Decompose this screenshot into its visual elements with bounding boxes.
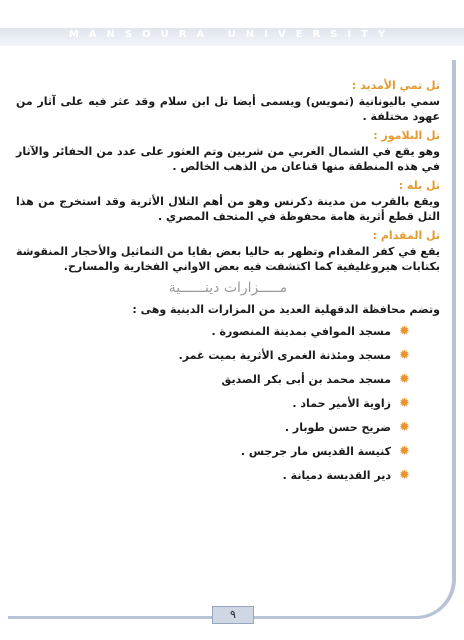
section-text: وهو يقع في الشمال الغربي من شربين وتم العثور على عدد من الحفائر والآثار في هذه المنطقة منها قناعان من الذهب الخالص . <box>16 145 440 173</box>
section-heading: تل تمي الأمديد : <box>351 79 440 92</box>
religious-sites-list <box>16 320 440 488</box>
flower-bullet-icon <box>401 352 410 361</box>
flower-bullet-icon <box>401 328 410 337</box>
flower-bullet-icon <box>401 472 410 481</box>
religious-intro: وتضم محافظة الدقهلية العديد من المزارات الدينية وهى : <box>132 303 440 316</box>
header-title: MANSOURA UNIVERSITY <box>68 29 396 40</box>
list-item <box>16 368 410 392</box>
section-balla <box>16 178 440 224</box>
flower-bullet-icon <box>401 424 410 433</box>
flower-bullet-icon <box>401 376 410 385</box>
list-item <box>16 392 410 416</box>
list-item-text: زاوية الأمير حماد . <box>292 397 391 410</box>
list-item-text: كنيسة القديس مار جرجس . <box>240 445 391 458</box>
section-balamoun <box>16 128 440 174</box>
list-item-text: ضريح حسن طوبار . <box>284 421 391 434</box>
page-number: ٩ <box>212 606 254 624</box>
section-tamai <box>16 78 440 124</box>
section-text: سمي باليونانية (تمويس) ويسمى أيضا تل ابن سلام وقد عثر فيه على آثار من عهود مختلفة . <box>16 95 440 123</box>
section-heading: تل بله : <box>398 179 440 192</box>
section-moqdam <box>16 228 440 274</box>
section-heading: تل المقدام : <box>372 229 440 242</box>
flower-bullet-icon <box>401 448 410 457</box>
section-heading: تل البلاموز : <box>373 129 440 142</box>
list-item <box>16 344 410 368</box>
list-item <box>16 416 410 440</box>
flower-bullet-icon <box>401 400 410 409</box>
list-item <box>16 464 410 488</box>
list-item-text: مسجد ومئذنة الغمرى الأثرية بميت غمر. <box>178 349 391 362</box>
list-item <box>16 440 410 464</box>
page-content <box>16 78 440 488</box>
religious-sites-title: مـــــزارات دينــــــية <box>168 280 288 296</box>
list-item-text: دير القديسة دميانة . <box>282 469 391 482</box>
list-item-text: مسجد الموافي بمدينة المنصورة . <box>211 325 391 338</box>
section-text: ويقع بالقرب من مدينة دكرنس وهو من أهم التلال الأثرية وقد استخرج من هذا التل قطع أثرية هامة محفوظة في المتحف المصري . <box>16 195 440 223</box>
list-item-text: مسجد محمد بن أبى بكر الصديق <box>221 373 391 386</box>
section-text: يقع في كفر المقدام وتظهر به حاليا بعض بقايا من التماثيل والأحجار المنقوشة بكتابات هيروغليفية كما اكتشفت فيه بعض الاواني الفخارية والمسارح. <box>16 245 440 273</box>
list-item <box>16 320 410 344</box>
